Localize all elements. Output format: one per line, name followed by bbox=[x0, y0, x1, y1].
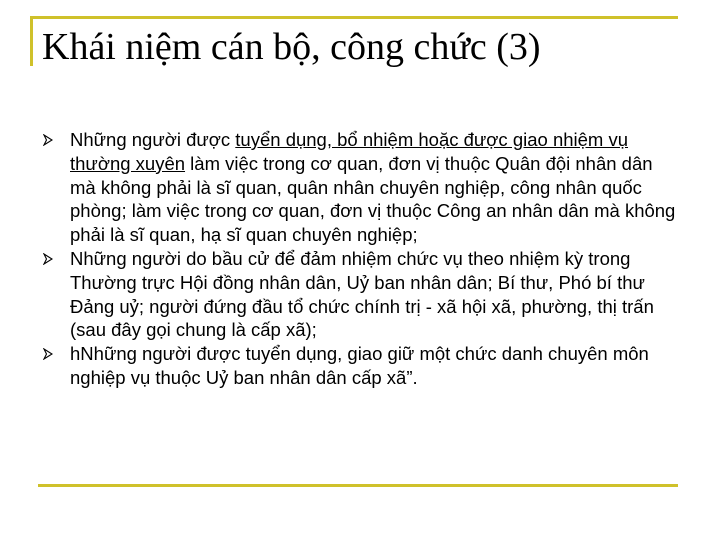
bullet-item-1 bbox=[42, 128, 682, 247]
bullet-3-text: hNhững người được tuyển dụng, giao giữ một chức danh chuyên môn nghiệp vụ thuộc Uỷ ban nhân dân cấp xã”. bbox=[70, 343, 649, 388]
bullet-1-underlined-text: tuyển dụng, bổ nhiệm hoặc được giao nhiệm vụ thường xuyên bbox=[70, 129, 629, 174]
footer-rule bbox=[38, 484, 678, 487]
bullet-1-text-rest: làm việc trong cơ quan, đơn vị thuộc Quân đội nhân dân mà không phải là sĩ quan, quân nhân chuyên nghiệp, công nhân quốc phòng; làm việc trong cơ quan, đơn vị thuộc Công an nhân dân mà không phải là sĩ quan, hạ sĩ quan chuyên nghiệp; bbox=[70, 152, 676, 246]
arrowhead-bullet-icon bbox=[43, 348, 53, 360]
arrowhead-bullet-icon bbox=[43, 134, 53, 146]
bullet-item-3 bbox=[42, 342, 682, 390]
title-top-rule bbox=[30, 16, 678, 19]
bullet-list bbox=[42, 128, 682, 390]
title-left-rule bbox=[30, 16, 33, 66]
bullet-2-text: Những người do bầu cử để đảm nhiệm chức vụ theo nhiệm kỳ trong Thường trực Hội đồng nhân dân, Uỷ ban nhân dân; Bí thư, Phó bí thư Đảng uỷ; người đứng đầu tổ chức chính trị - xã hội xã, phường, thị trấn (sau đây gọi chung là cấp xã); bbox=[70, 247, 654, 341]
arrowhead-bullet-icon bbox=[43, 253, 53, 265]
slide-title: Khái niệm cán bộ, công chức (3) bbox=[42, 26, 541, 68]
bullet-1-text-lead: Những người được bbox=[70, 129, 236, 150]
bullet-item-2 bbox=[42, 247, 682, 342]
